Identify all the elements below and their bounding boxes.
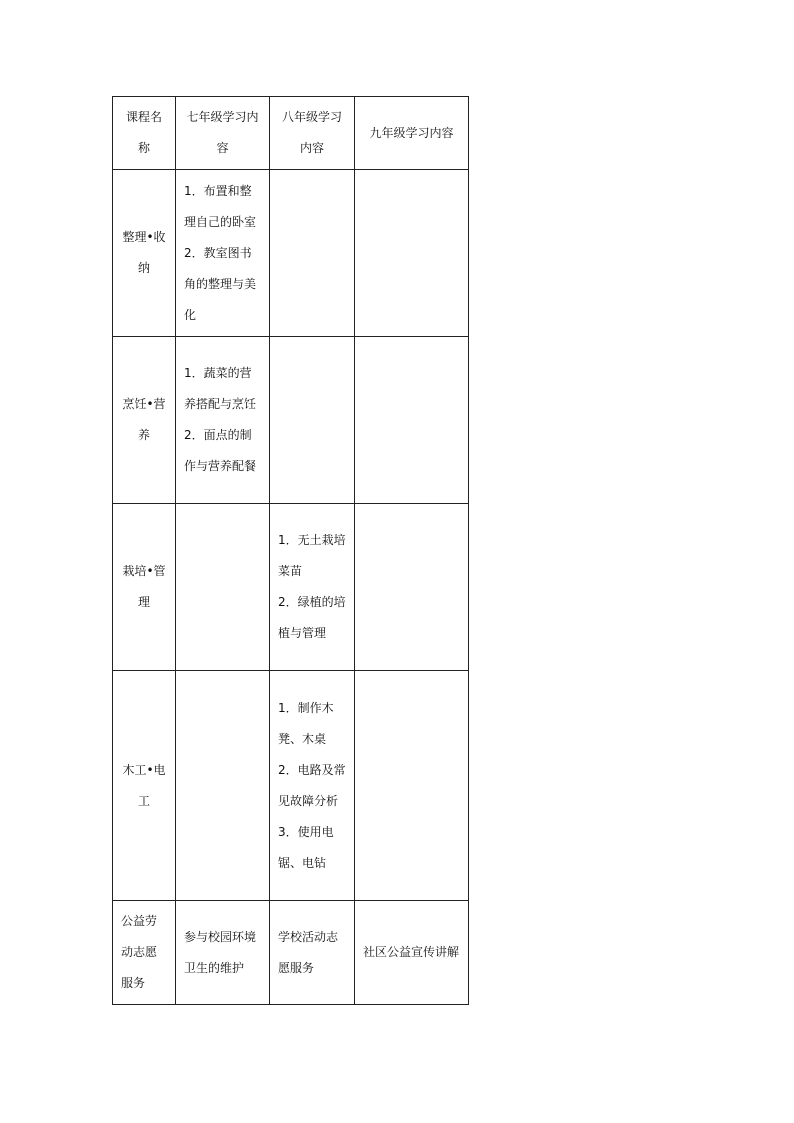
grade8-cell — [270, 337, 355, 504]
grade8-cell — [270, 170, 355, 337]
grade8-cell: 学校活动志愿服务 — [270, 901, 355, 1005]
table-row — [113, 671, 469, 901]
content-line: 2．电路及常见故障分析 — [278, 762, 346, 808]
grade9-cell — [355, 170, 469, 337]
table-row — [113, 337, 469, 504]
course-name-cell: 整理•收纳 — [113, 170, 176, 337]
grade9-cell: 社区公益宣传讲解 — [355, 901, 469, 1005]
course-name-cell: 栽培•管理 — [113, 504, 176, 671]
grade7-cell: 1．蔬菜的营养搭配与烹饪 2．面点的制作与营养配餐 — [176, 337, 270, 504]
table-row — [113, 901, 469, 1005]
course-table — [112, 96, 469, 1005]
header-cell-grade9: 九年级学习内容 — [355, 97, 469, 170]
header-cell-grade7: 七年级学习内容 — [176, 97, 270, 170]
grade8-cell — [270, 504, 355, 671]
grade7-cell — [176, 504, 270, 671]
table-row — [113, 170, 469, 337]
grade7-cell — [176, 671, 270, 901]
course-name-cell: 公益劳动志愿服务 — [113, 901, 176, 1005]
header-cell-grade8: 八年级学习内容 — [270, 97, 355, 170]
course-name-cell: 木工•电工 — [113, 671, 176, 901]
course-name-cell: 烹饪•营养 — [113, 337, 176, 504]
content-line: 1．无土栽培菜苗 — [278, 533, 346, 578]
content-line: 2．绿植的培植与管理 — [278, 595, 346, 640]
header-row — [113, 97, 469, 170]
content-line: 1．制作木凳、木桌 — [278, 700, 334, 746]
grade9-cell — [355, 504, 469, 671]
grade8-cell — [270, 671, 355, 901]
header-cell-course-name: 课程名称 — [113, 97, 176, 170]
grade7-cell: 参与校园环境卫生的维护 — [176, 901, 270, 1005]
grade7-cell: 1．布置和整理自己的卧室 2．教室图书角的整理与美化 — [176, 170, 270, 337]
content-line: 3．使用电锯、电钻 — [278, 824, 334, 870]
table-row — [113, 504, 469, 671]
grade9-cell — [355, 671, 469, 901]
grade9-cell — [355, 337, 469, 504]
